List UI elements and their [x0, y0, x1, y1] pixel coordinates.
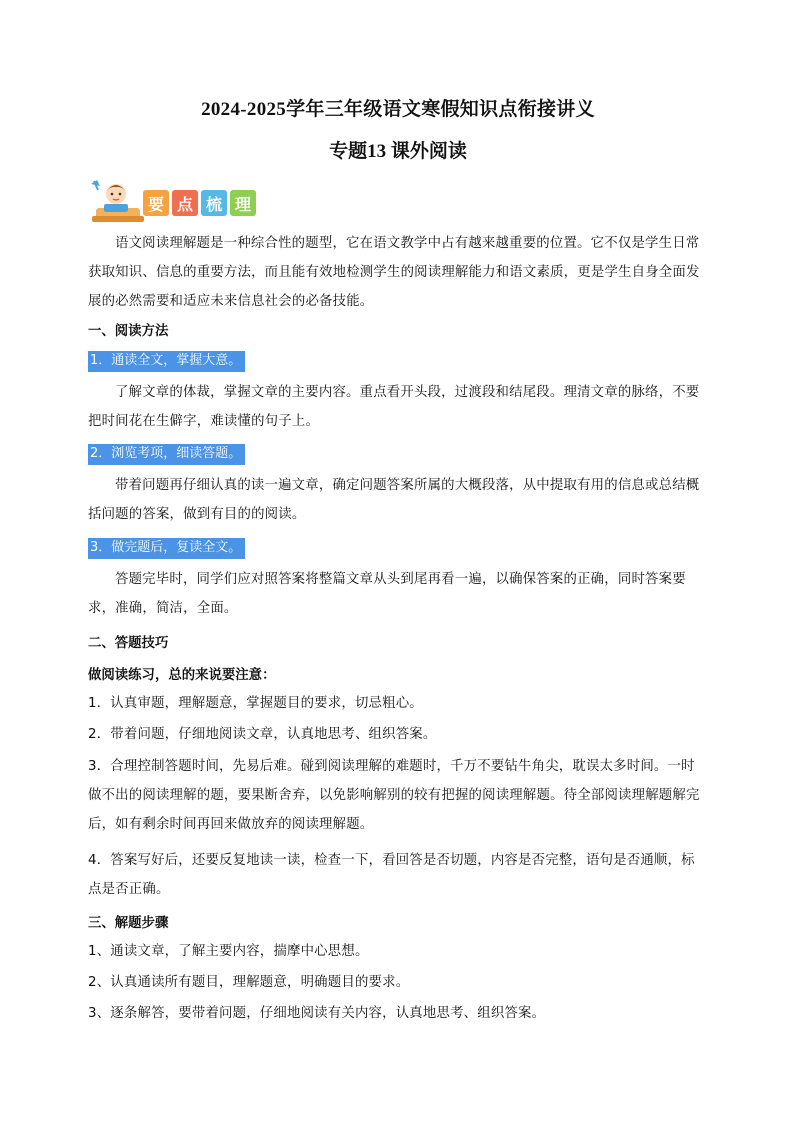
document-subtitle: 专题13 课外阅读	[329, 141, 467, 162]
step-1: 1、通读文章，了解主要内容，揣摩中心思想。	[88, 944, 369, 959]
reading-child-icon	[88, 178, 148, 228]
method-3-text: 答题完毕时，同学们应对照答案将整篇文章从头到尾再看一遍，以确保答案的正确，同时答案要求，准确，简洁，全面。	[88, 572, 686, 616]
section1-heading: 一、阅读方法	[88, 324, 169, 339]
method-1-text: 了解文章的体裁，掌握文章的主要内容。重点看开头段，过渡段和结尾段。理清文章的脉络，不要把时间花在生僻字，难读懂的句子上。	[88, 385, 700, 429]
tip-4: 4．答案写好后，还要反复地读一读，检查一下，看回答是否切题，内容是否完整，语句是否通顺，标点是否正确。	[88, 853, 695, 897]
method-1-label: 1．通读全文，掌握大意。	[88, 351, 245, 372]
intro-paragraph: 语文阅读理解题是一种综合性的题型，它在语文教学中占有越来越重要的位置。它不仅是学生日常获取知识、信息的重要方法，而且能有效地检测学生的阅读理解能力和语文素质，更是学生自身全面发展的必然需要和适应未来信息社会的必备技能。	[88, 236, 700, 309]
badge-3: 梳	[201, 190, 227, 216]
section3-heading: 三、解题步骤	[88, 916, 169, 931]
key-points-badges	[143, 190, 256, 216]
badge-1: 要	[143, 190, 169, 216]
badge-4: 理	[230, 190, 256, 216]
tip-1: 1．认真审题，理解题意，掌握题目的要求，切忌粗心。	[88, 696, 423, 711]
tip-3: 3．合理控制答题时间，先易后难。碰到阅读理解的难题时，千万不要钻牛角尖，耽误太多时间。一时做不出的阅读理解的题，要果断舍弃，以免影响解别的较有把握的阅读理解题。待全部阅读理解题解完后，如有剩余时间再回来做放弃的阅读理解题。	[88, 759, 700, 832]
tip-2: 2．带着问题，仔细地阅读文章，认真地思考、组织答案。	[88, 727, 437, 742]
step-2: 2、认真通读所有题目，理解题意，明确题目的要求。	[88, 975, 410, 990]
document-title: 2024-2025学年三年级语文寒假知识点衔接讲义	[201, 99, 595, 120]
method-2-text: 带着问题再仔细认真的读一遍文章，确定问题答案所属的大概段落，从中提取有用的信息或总结概括问题的答案，做到有目的的阅读。	[88, 478, 700, 522]
section2-lead: 做阅读练习，总的来说要注意：	[88, 668, 276, 683]
method-2-label: 2．浏览考项，细读答题。	[88, 444, 245, 465]
method-3-label: 3．做完题后，复读全文。	[88, 538, 245, 559]
badge-2: 点	[172, 190, 198, 216]
step-3: 3、逐条解答，要带着问题，仔细地阅读有关内容，认真地思考、组织答案。	[88, 1006, 546, 1021]
section2-heading: 二、答题技巧	[88, 636, 169, 651]
